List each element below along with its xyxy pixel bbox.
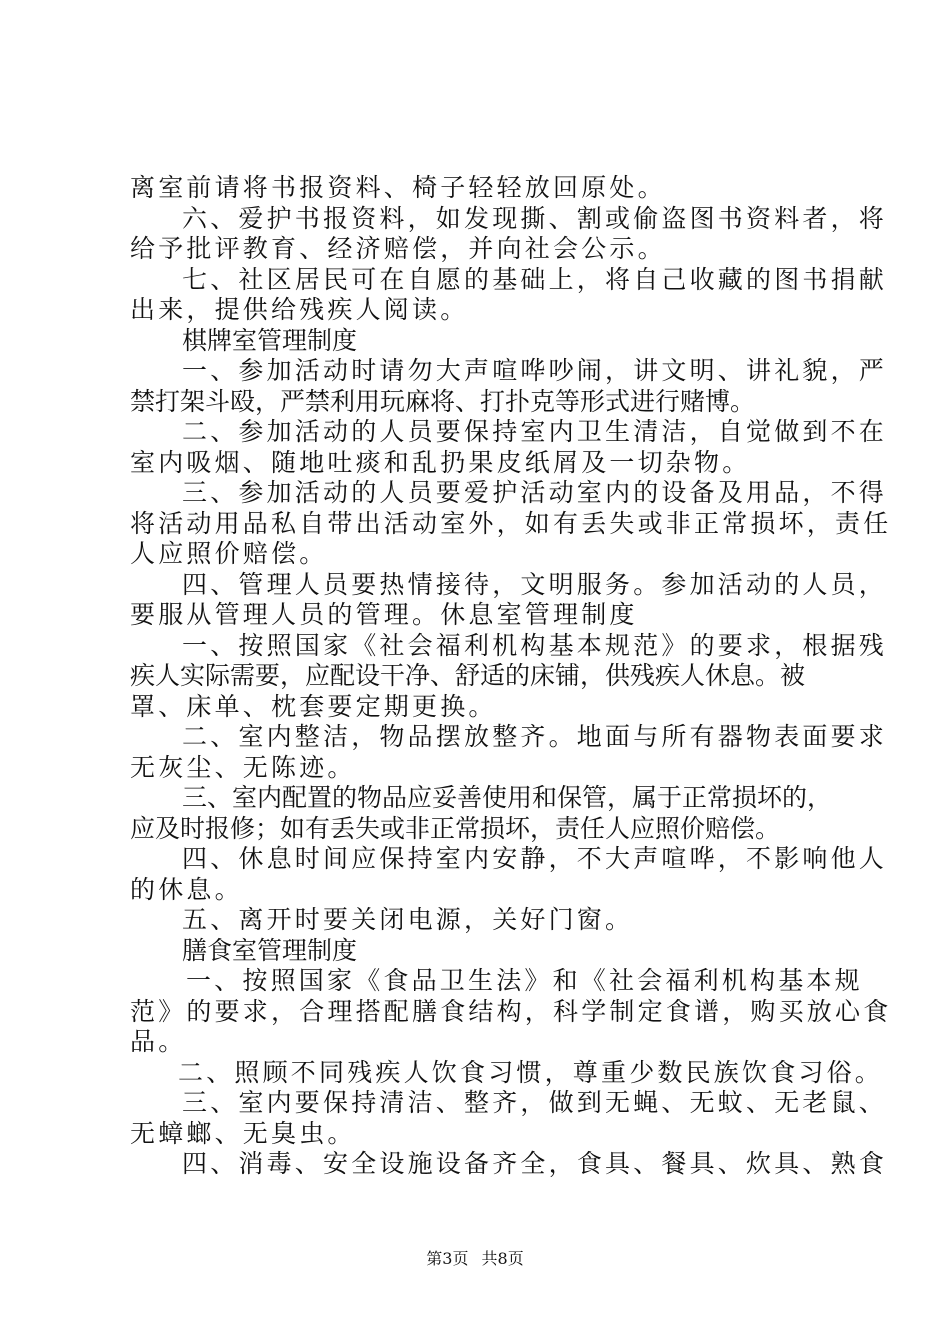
text-line: 四、消毒、安全设施设备齐全，食具、餐具、炊具、熟食 — [182, 1149, 888, 1178]
text-line: 五、离开时要关闭电源，关好门窗。 — [182, 905, 634, 934]
text-line: 室内吸烟、随地吐痰和乱扔果皮纸屑及一切杂物。 — [130, 447, 751, 477]
document-body — [130, 173, 892, 1180]
text-line: 要服从管理人员的管理。休息室管理制度 — [130, 600, 638, 629]
text-line: 将活动用品私自带出活动室外，如有丢失或非正常损坏，责任 — [130, 508, 892, 538]
text-line: 人应照价赔偿。 — [130, 539, 328, 568]
text-line: 品。 — [130, 1027, 187, 1056]
text-line: 离室前请将书报资料、椅子轻轻放回原处。 — [130, 173, 666, 202]
text-line: 一、参加活动时请勿大声喧哗吵闹，讲文明、讲礼貌，严 — [182, 356, 888, 385]
text-line: 六、爱护书报资料，如发现撕、割或偷盗图书资料者，将 — [182, 203, 888, 233]
text-line: 二、室内整洁，物品摆放整齐。地面与所有器物表面要求 — [182, 722, 888, 751]
page-number: 第3页 — [426, 1249, 469, 1268]
page-total: 共8页 — [481, 1249, 524, 1268]
text-line: 给予批评教育、经济赔偿，并向社会公示。 — [130, 234, 666, 263]
text-line: 无灰尘、无陈迹。 — [130, 752, 356, 782]
text-line: 一、按照国家《社会福利机构基本规范》的要求，根据残 — [182, 630, 888, 660]
text-line: 二、参加活动的人员要保持室内卫生清洁，自觉做到不在 — [182, 417, 888, 446]
text-line: 出来，提供给残疾人阅读。 — [130, 295, 469, 324]
text-line: 三、室内配置的物品应妥善使用和保管，属于正常损坏的， — [182, 783, 833, 812]
text-line: 范》的要求，合理搭配膳食结构，科学制定食谱，购买放心食 — [130, 996, 892, 1026]
text-line: 应及时报修；如有丢失或非正常损坏，责任人应照价赔偿。 — [130, 813, 781, 843]
text-line: 禁打架斗殴，严禁利用玩麻将、打扑克等形式进行赌博。 — [130, 386, 756, 416]
section-heading: 棋牌室管理制度 — [182, 325, 358, 355]
text-line: 三、室内要保持清洁、整齐，做到无蝇、无蚊、无老鼠、 — [182, 1088, 888, 1117]
text-line: 无蟑螂、无臭虫。 — [130, 1118, 356, 1148]
section-heading: 膳食室管理制度 — [182, 935, 358, 965]
text-line: 罩、床单、枕套要定期更换。 — [130, 691, 497, 721]
text-line: 二、照顾不同残疾人饮食习惯，尊重少数民族饮食习俗。 — [178, 1057, 884, 1087]
text-line: 一、按照国家《食品卫生法》和《社会福利机构基本规 — [186, 966, 863, 995]
text-line: 四、管理人员要热情接待，文明服务。参加活动的人员， — [182, 569, 888, 599]
text-line: 七、社区居民可在自愿的基础上，将自己收藏的图书捐献 — [182, 264, 888, 294]
text-line: 三、参加活动的人员要爱护活动室内的设备及用品，不得 — [182, 478, 888, 507]
text-line: 的休息。 — [130, 874, 243, 904]
text-line: 四、休息时间应保持室内安静，不大声喧哗，不影响他人 — [182, 844, 888, 873]
page-footer — [0, 1246, 950, 1269]
text-line: 疾人实际需要，应配设干净、舒适的床铺，供残疾人休息。被 — [130, 661, 806, 690]
